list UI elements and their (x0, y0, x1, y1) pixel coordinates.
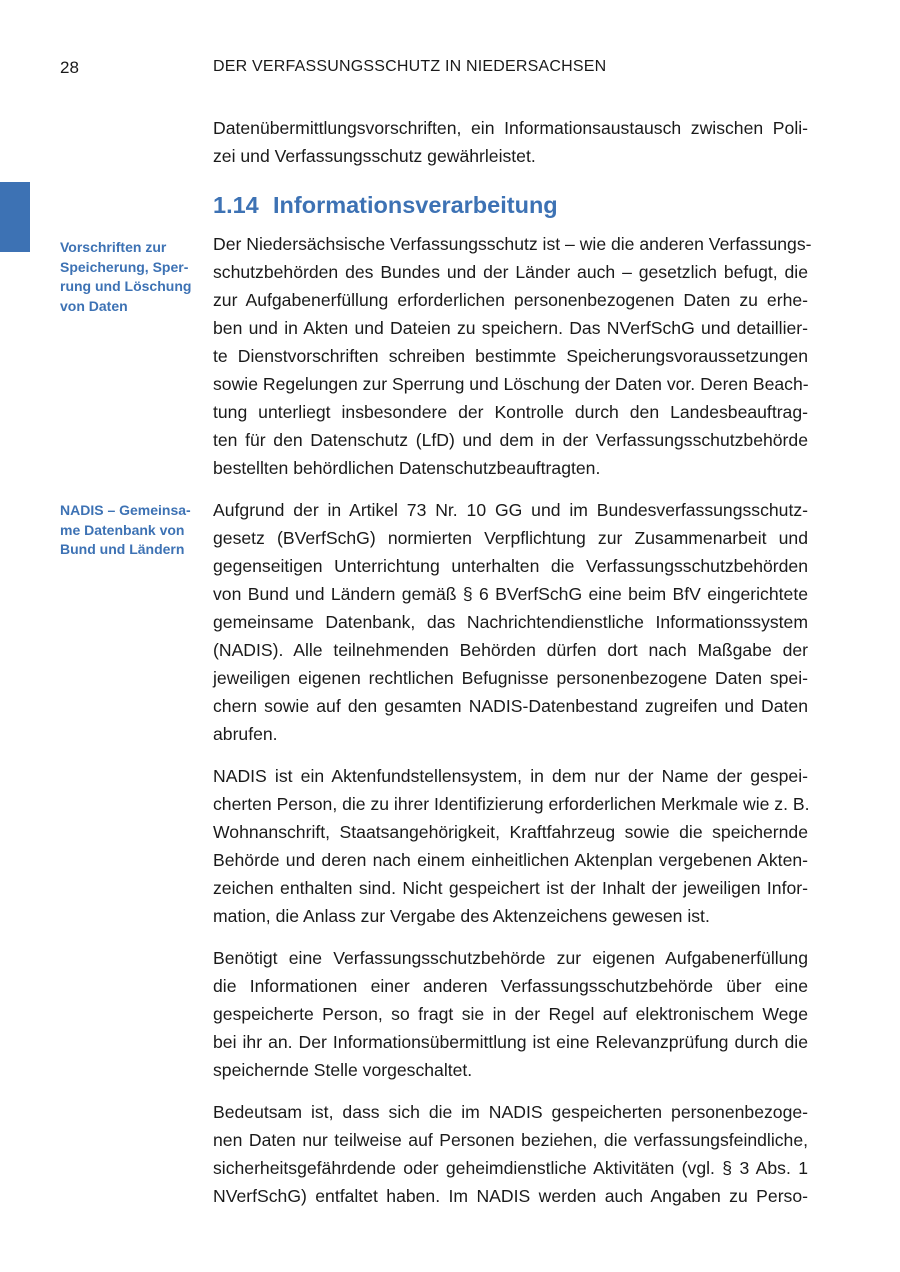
paragraph-information-request (213, 944, 808, 1084)
text-line: gemeinsame Datenbank, das Nachrichtendienstliche Informationssystem (213, 612, 808, 632)
margin-note-line: rung und Löschung (60, 278, 192, 294)
section-heading (213, 188, 808, 222)
margin-note-nadis (60, 501, 200, 560)
margin-note-line: von Daten (60, 297, 128, 314)
text-line: speichernde Stelle vorgeschaltet. (213, 1060, 473, 1080)
page-number: 28 (60, 58, 79, 77)
text-line: abrufen. (213, 724, 278, 744)
margin-note-line: me Datenbank von (60, 521, 185, 538)
section-title: Informationsverarbeitung (273, 192, 558, 218)
text-line: gesetz (BVerfSchG) normierten Verpflichtung zur Zusammenarbeit und (213, 528, 808, 548)
text-line: NVerfSchG) entfaltet haben. Im NADIS werden auch Angaben zu Perso- (213, 1186, 808, 1206)
margin-note-line: Speicherung, Sper- (60, 258, 189, 275)
text-line: cherten Person, die zu ihrer Identifizierung erforderlichen Merkmale wie z. B. (213, 794, 810, 814)
text-line: NADIS ist ein Aktenfundstellensystem, in dem nur der Name der gespei- (213, 766, 808, 786)
text-line: Der Niedersächsische Verfassungsschutz ist – wie die anderen Verfassungs- (213, 234, 812, 254)
text-line: bestellten behördlichen Datenschutzbeauftragten. (213, 458, 601, 478)
text-line: Wohnanschrift, Staatsangehörigkeit, Kraftfahrzeug sowie die speichernde (213, 822, 808, 842)
margin-note-line: Bund und Ländern (60, 541, 185, 557)
text-line: gespeicherte Person, so fragt sie in der Regel auf elektronischem Wege (213, 1004, 808, 1024)
text-line: Aufgrund der in Artikel 73 Nr. 10 GG und im Bundesverfassungsschutz- (213, 500, 808, 520)
text-line: te Dienstvorschriften schreiben bestimmte Speicherungsvoraussetzungen (213, 346, 808, 366)
text-line: von Bund und Ländern gemäß § 6 BVerfSchG eine beim BfV eingerichtete (213, 584, 808, 604)
text-line: nen Daten nur teilweise auf Personen beziehen, die verfassungsfeindliche, (213, 1130, 808, 1150)
paragraph-continuation (213, 114, 808, 170)
text-line: ben und in Akten und Dateien zu speichern. Das NVerfSchG und detaillier- (213, 318, 808, 338)
text-line: Benötigt eine Verfassungsschutzbehörde zur eigenen Aufgabenerfüllung (213, 948, 808, 968)
text-line: chern sowie auf den gesamten NADIS-Datenbestand zugreifen und Daten (213, 696, 808, 716)
text-line: schutzbehörden des Bundes und der Länder auch – gesetzlich befugt, die (213, 262, 808, 282)
text-line: gegenseitigen Unterrichtung unterhalten die Verfassungsschutzbehörden (213, 556, 808, 576)
paragraph-nadis-intro (213, 496, 808, 748)
margin-note-storage-rules (60, 238, 200, 316)
margin-note-line: NADIS – Gemeinsa- (60, 502, 191, 518)
section-number: 1.14 (213, 192, 259, 218)
text-line: tung unterliegt insbesondere der Kontrolle durch den Landesbeauftrag- (213, 402, 808, 422)
text-line: (NADIS). Alle teilnehmenden Behörden dürfen dort nach Maßgabe der (213, 640, 808, 660)
text-line: Behörde und deren nach einem einheitlichen Aktenplan vergebenen Akten- (213, 850, 808, 870)
text-line: jeweiligen eigenen rechtlichen Befugnisse personenbezogene Daten spei- (213, 668, 808, 688)
text-line: zeichen enthalten sind. Nicht gespeichert ist der Inhalt der jeweiligen Infor- (213, 878, 808, 898)
chapter-tab-marker (0, 182, 30, 252)
text-line: zur Aufgabenerfüllung erforderlichen personenbezogenen Daten zu erhe- (213, 290, 808, 310)
text-line: Bedeutsam ist, dass sich die im NADIS gespeicherten personenbezoge- (213, 1102, 808, 1122)
margin-note-line: Vorschriften zur (60, 239, 167, 255)
text-line: zei und Verfassungsschutz gewährleistet. (213, 146, 536, 166)
paragraph-data-storage (213, 230, 812, 482)
text-line: die Informationen einer anderen Verfassungsschutzbehörde über eine (213, 976, 808, 996)
running-header: DER VERFASSUNGSSCHUTZ IN NIEDERSACHSEN (213, 58, 607, 75)
main-text-column (213, 114, 812, 1224)
text-line: sowie Regelungen zur Sperrung und Löschung der Daten vor. Deren Beach- (213, 374, 809, 394)
paragraph-nadis-system (213, 762, 808, 930)
text-line: mation, die Anlass zur Vergabe des Aktenzeichens gewesen ist. (213, 906, 710, 926)
text-line: sicherheitsgefährdende oder geheimdienstliche Aktivitäten (vgl. § 3 Abs. 1 (213, 1158, 808, 1178)
text-line: Datenübermittlungsvorschriften, ein Informationsaustausch zwischen Poli- (213, 118, 808, 138)
text-line: ten für den Datenschutz (LfD) und dem in der Verfassungsschutzbehörde (213, 430, 808, 450)
paragraph-significance (213, 1098, 808, 1210)
text-line: bei ihr an. Der Informationsübermittlung ist eine Relevanzprüfung durch die (213, 1032, 808, 1052)
